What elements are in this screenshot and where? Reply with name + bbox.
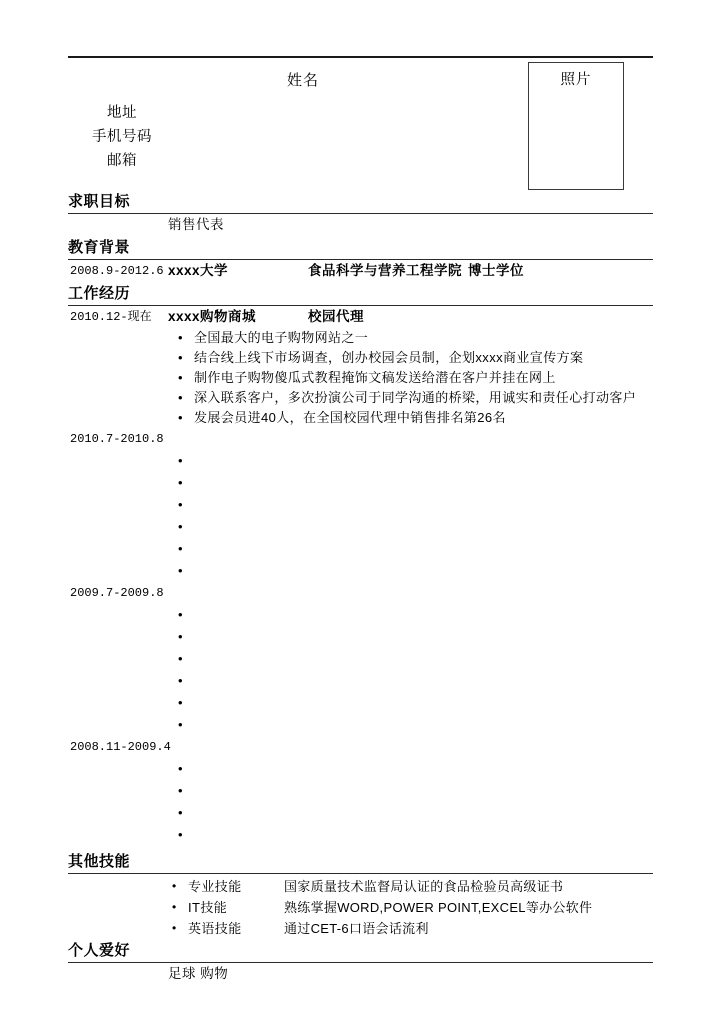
education-school: xxxx大学 (168, 263, 229, 278)
skill-label: • IT技能 (188, 900, 228, 915)
objective-value: 销售代表 (168, 217, 224, 232)
education-department: 食品科学与营养工程学院 (308, 263, 462, 278)
list-item (178, 538, 653, 560)
skill-label: • 专业技能 (188, 879, 242, 894)
resume-page (68, 56, 653, 985)
experience-bullet-list (68, 604, 653, 736)
section-heading-objective: 求职目标 (68, 193, 131, 210)
experience-date: 2010.7-2010.8 (70, 432, 164, 446)
experience-date: 2008.11-2009.4 (70, 740, 171, 754)
skills-body (68, 874, 653, 939)
list-item: • 发展会员进40人，在全国校园代理中销售排名第26名 (178, 408, 653, 428)
list-item (178, 758, 653, 780)
list-item (178, 714, 653, 736)
experience-role: 校园代理 (308, 309, 364, 324)
list-item (172, 918, 653, 939)
section-heading-skills: 其他技能 (68, 853, 131, 870)
list-item (178, 604, 653, 626)
list-item: • 结合线上线下市场调查，创办校园会员制，企划xxxx商业宣传方案 (178, 348, 653, 368)
hobbies-value: 足球 购物 (168, 966, 229, 981)
education-body (68, 260, 653, 282)
list-item (178, 494, 653, 516)
list-item (178, 472, 653, 494)
list-item (178, 802, 653, 824)
page-title: 姓名 (286, 72, 319, 89)
list-item: • 深入联系客户，多次扮演公司于同学沟通的桥梁，用诚实和责任心打动客户 (178, 388, 653, 408)
objective-body (68, 214, 653, 236)
experience-date: 2009.7-2009.8 (70, 586, 164, 600)
section-heading-hobbies: 个人爱好 (68, 942, 131, 959)
photo-placeholder-label: 照片 (560, 72, 592, 88)
experience-bullet-list (68, 450, 653, 582)
skill-value: 熟练掌握WORD,POWER POINT,EXCEL等办公软件 (284, 900, 593, 915)
list-item: • 制作电子购物傻瓜式教程掩饰文稿发送给潜在客户并挂在网上 (178, 368, 653, 388)
list-item (178, 626, 653, 648)
list-item (178, 516, 653, 538)
experience-entry-header (68, 736, 653, 758)
experience-entry-header (68, 428, 653, 450)
experience-body (68, 306, 653, 850)
list-item (172, 876, 653, 897)
contact-item-email: 邮箱 (107, 153, 137, 169)
list-item (178, 648, 653, 670)
experience-company: xxxx购物商城 (168, 309, 257, 324)
list-item: • 全国最大的电子购物网站之一 (178, 328, 653, 348)
skill-value: 通过CET-6口语会话流利 (284, 921, 429, 936)
skill-value: 国家质量技术监督局认证的食品检验员高级证书 (284, 879, 564, 894)
list-item (178, 670, 653, 692)
education-entry (68, 260, 653, 282)
education-date: 2008.9-2012.6 (70, 264, 164, 278)
list-item (178, 780, 653, 802)
list-item (172, 897, 653, 918)
skill-label: • 英语技能 (188, 921, 242, 936)
list-item (178, 560, 653, 582)
list-item (178, 450, 653, 472)
skills-list (68, 876, 653, 939)
experience-bullet-list (68, 758, 653, 846)
experience-bullet-list (68, 328, 653, 428)
experience-entry-header (68, 582, 653, 604)
section-heading-experience: 工作经历 (68, 285, 131, 302)
list-item (178, 692, 653, 714)
contact-list (68, 101, 176, 173)
section-heading-education: 教育背景 (68, 239, 131, 256)
resume-header (68, 58, 653, 190)
experience-date: 2010.12-现在 (70, 310, 152, 324)
education-degree: 博士学位 (468, 263, 524, 278)
experience-entry-header (68, 306, 653, 328)
contact-item-address: 地址 (107, 105, 137, 121)
contact-item-phone: 手机号码 (92, 129, 152, 145)
photo-placeholder-box[interactable] (528, 62, 624, 190)
hobbies-body (68, 963, 653, 985)
list-item (178, 824, 653, 846)
